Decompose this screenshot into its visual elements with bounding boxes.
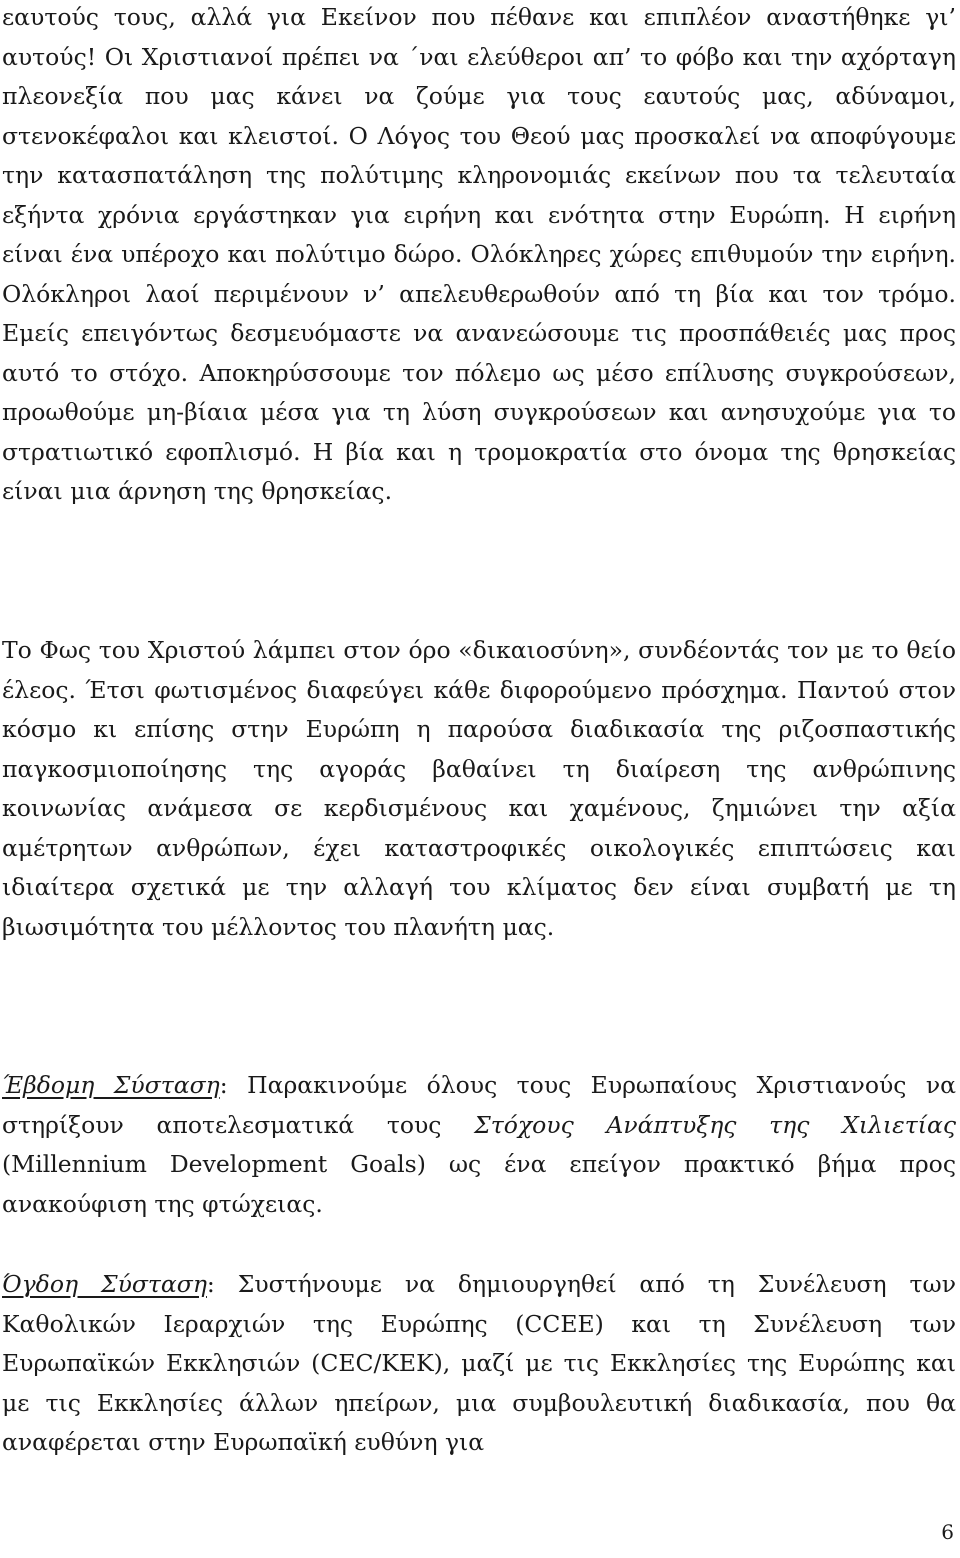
recommendation-eighth-term: Όγδοη Σύσταση <box>2 1270 207 1298</box>
recommendation-seventh-colon: : <box>219 1071 228 1099</box>
recommendation-seventh-term: Έβδομη Σύσταση <box>2 1071 220 1099</box>
page-number: 6 <box>941 1520 954 1544</box>
recommendation-eighth-text: Συστήνουμε να δημιουργηθεί από τη Συνέλευση των Καθολικών Ιεραρχιών της Ευρώπης (CCEE) και τη Συνέλευση των Ευρωπαϊκών Εκκλησιών (CEC/KEK), μαζί με τις Εκκλησίες της Ευρώπης και με τις Εκκλησίες άλλων ηπείρων, μια συμβουλευτική διαδικασία, που θα αναφέρεται στην Ευρωπαϊκή ευθύνη για <box>2 1270 956 1456</box>
recommendation-seventh <box>2 1066 956 1224</box>
recommendation-seventh-goals-title: Στόχους Ανάπτυξης της Χιλιετίας <box>474 1110 956 1139</box>
recommendation-eighth-colon: : <box>206 1270 215 1298</box>
recommendation-eighth <box>2 1265 956 1463</box>
paragraph-justice: Το Φως του Χριστού λάμπει στον όρο «δικαιοσύνη», συνδέοντάς τον με το θείο έλεος. Έτσι φωτισμένος διαφεύγει κάθε διφορούμενο πρόσχημα. Παντού στον κόσμο κι επίσης στην Ευρώπη η παρούσα διαδικασία της ριζοσπαστικής παγκοσμιοποίησης της αγοράς βαθαίνει τη διαίρεση της ανθρώπινης κοινωνίας ανάμεσα σε κερδισμένους και χαμένους, ζημιώνει την αξία αμέτρητων ανθρώπων, έχει καταστροφικές οικολογικές επιπτώσεις και ιδιαίτερα σχετικά με την αλλαγή του κλίματος δεν είναι συμβατή με τη βιωσιμότητα του μέλλοντος του πλανήτη μας. <box>2 636 956 941</box>
recommendation-seventh-text-a: Παρακινούμε όλους τους Ευρωπαίους Χριστιανούς να στηρίξουν αποτελεσματικά τους <box>2 1071 956 1139</box>
paragraph-peace: εαυτούς τους, αλλά για Εκείνον που πέθανε και επιπλέον αναστήθηκε γι’ αυτούς! Οι Χριστιανοί πρέπει να ΄ναι ελεύθεροι απ’ το φόβο και την αχόρταγη πλεονεξία που μας κάνει να ζούμε για τους εαυτούς μας, αδύναμοι, στενοκέφαλοι και κλειστοί. Ο Λόγος του Θεού μας προσκαλεί να αποφύγουμε την κατασπατάληση της πολύτιμης κληρονομιάς εκείνων που τα τελευταία εξήντα χρόνια εργάστηκαν για ειρήνη και ενότητα στην Ευρώπη. Η ειρήνη είναι ένα υπέροχο και πολύτιμο δώρο. Ολόκληρες χώρες επιθυμούν την ειρήνη. Ολόκληροι λαοί περιμένουν ν’ απελευθερωθούν από τη βία και τον τρόμο. Εμείς επειγόντως δεσμευόμαστε να ανανεώσουμε τις προσπάθειές μας προς αυτό το στόχο. Αποκηρύσσουμε τον πόλεμο ως μέσο επίλυσης συγκρούσεων, προωθούμε μη-βίαια μέσα για τη λύση συγκρούσεων και ανησυχούμε για το στρατιωτικό εφοπλισμό. Η βία και η τρομοκρατία στο όνομα της θρησκείας είναι μια άρνηση της θρησκείας. <box>2 3 956 505</box>
recommendation-seventh-text-b: (Millennium Development Goals) ως ένα επείγον πρακτικό βήμα προς ανακούφιση της φτώχειας. <box>2 1150 956 1218</box>
